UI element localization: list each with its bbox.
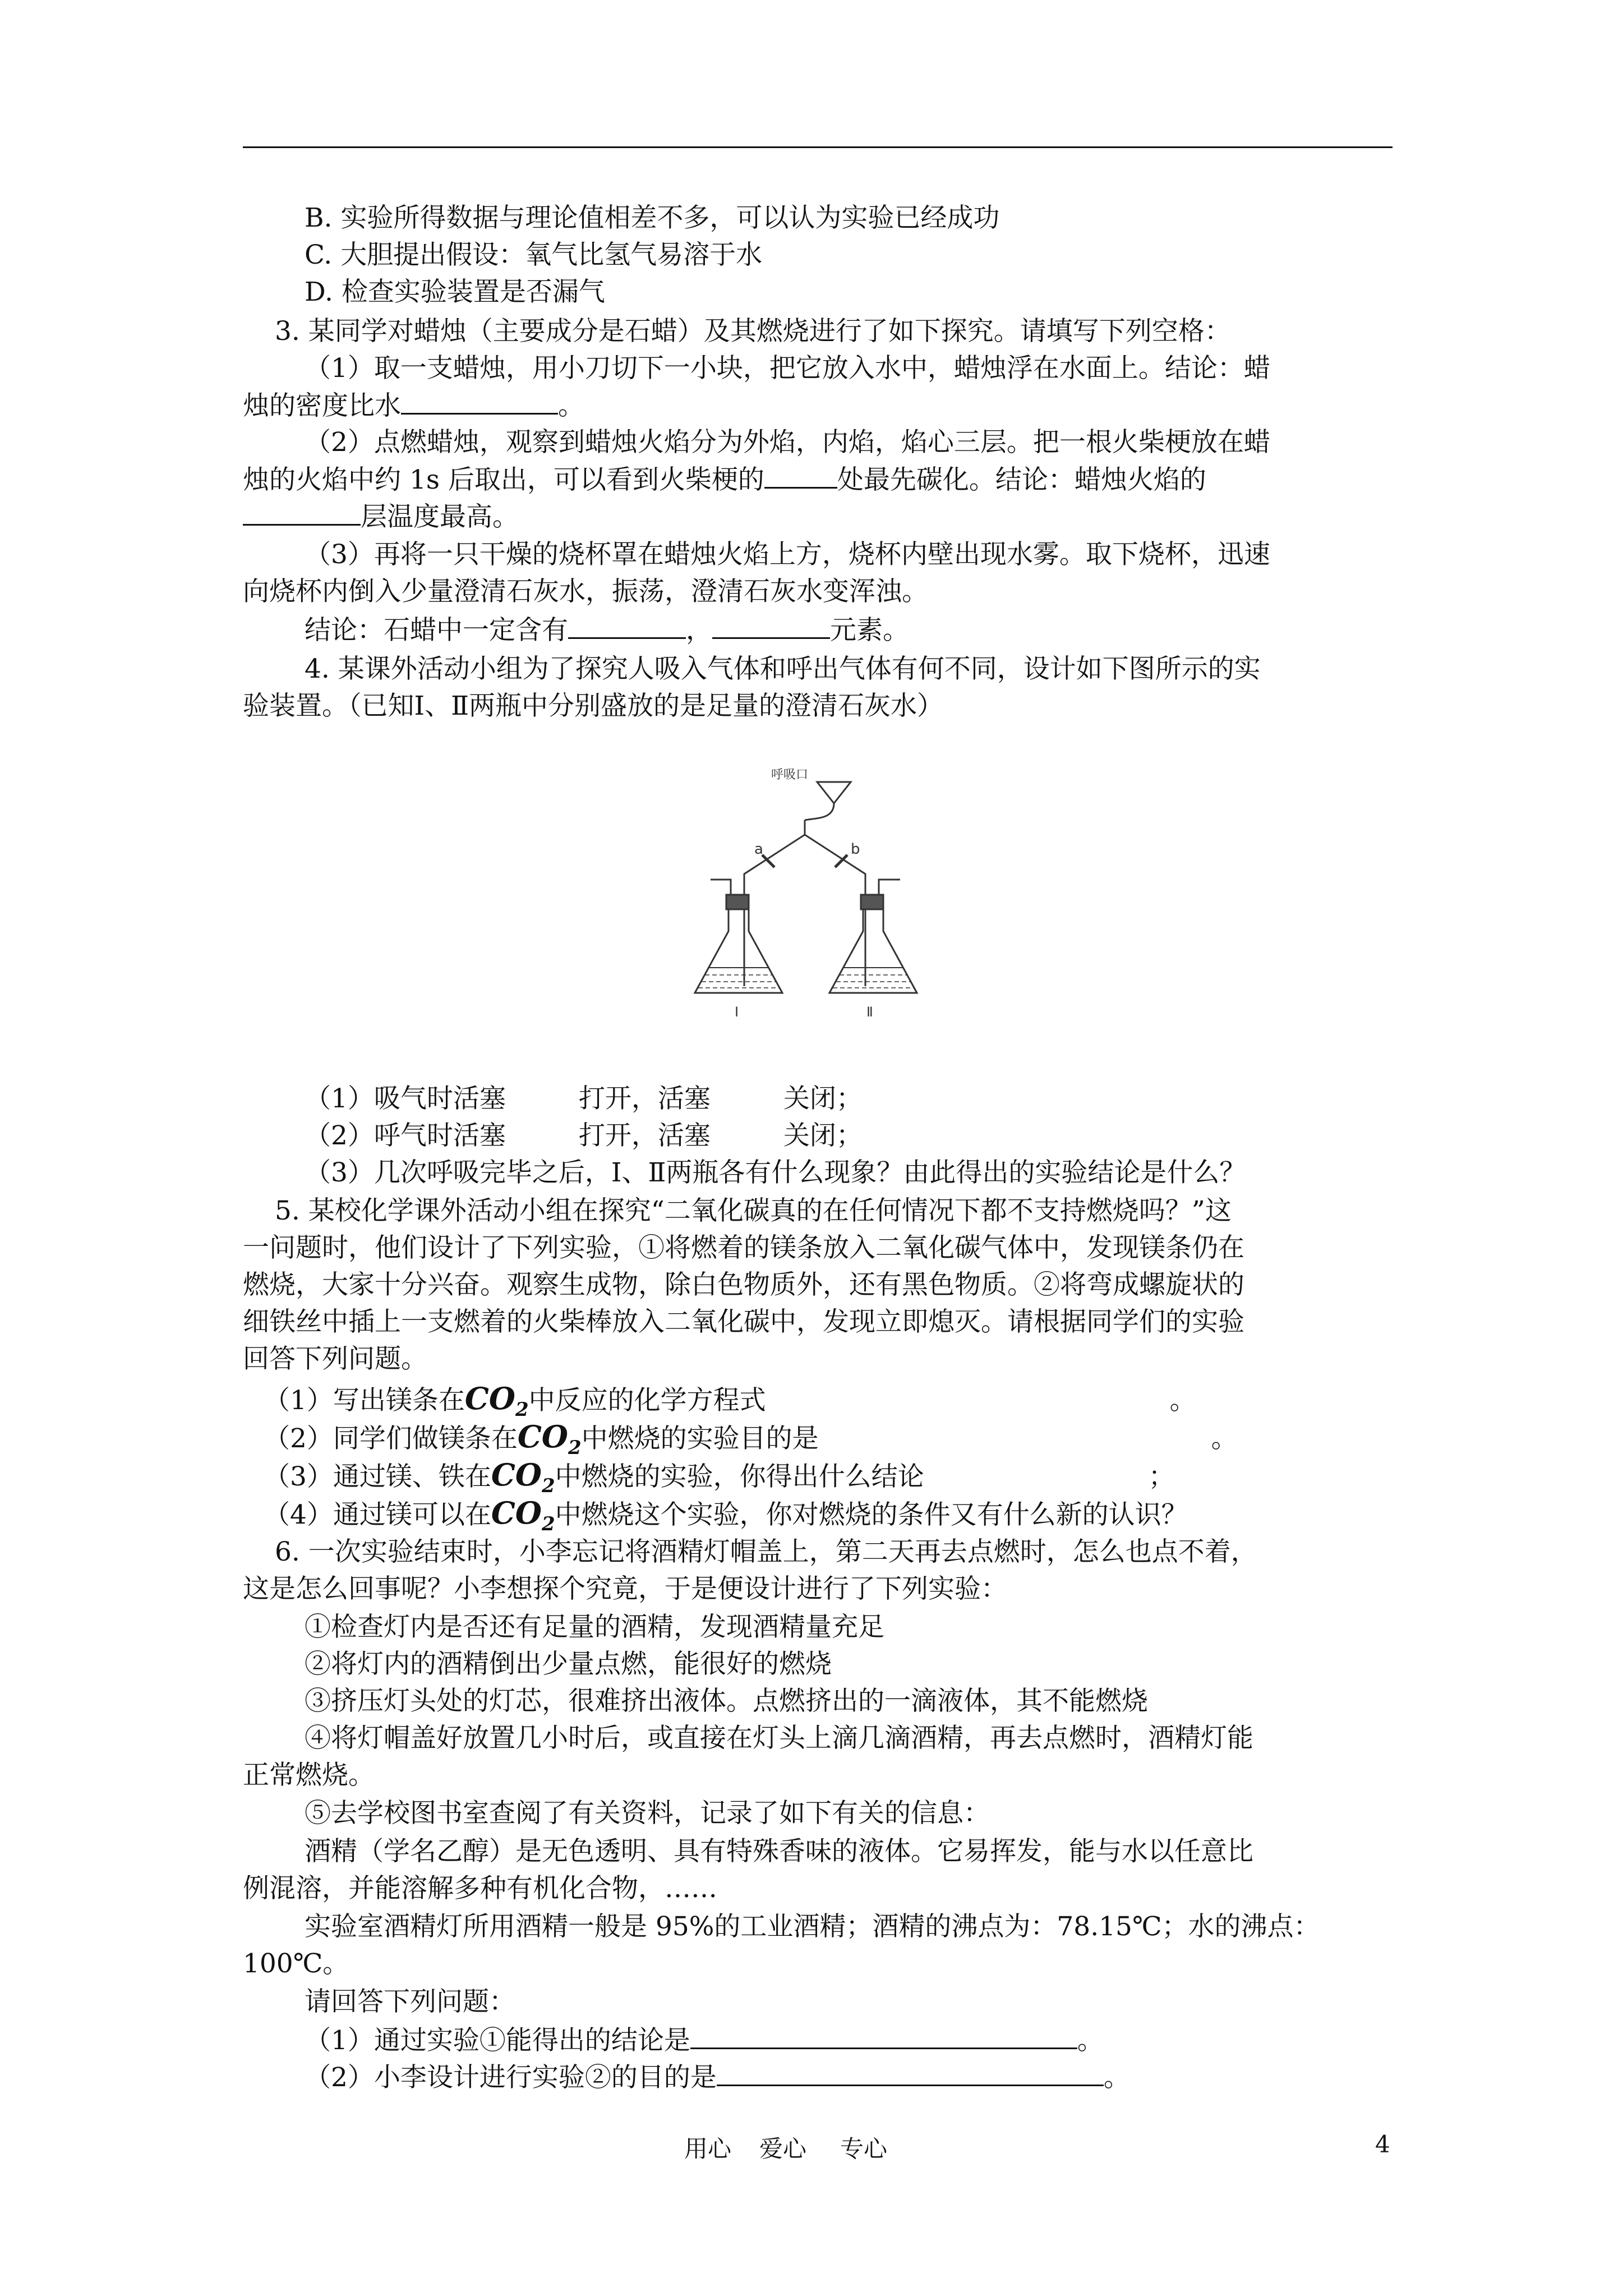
question-5-part4: （4）通过镁可以在$CO_2$中燃烧这个实验，你对燃烧的条件又有什么新的认识？ [264,1495,1188,1535]
question-3-part3-line2: 向烧杯内倒入少量澄清石灰水，振荡，澄清石灰水变浑浊。 [243,576,928,607]
flask-i [695,909,782,993]
right-stopper [861,895,883,909]
answer-blank[interactable] [717,2060,1104,2086]
question-3-part2-line2: 烛的火焰中约 1s 后取出，可以看到火柴梗的 处最先碳化。结论：蜡烛火焰的 [243,462,1206,498]
question-4-stem-line2: 验装置。（已知Ⅰ、Ⅱ两瓶中分别盛放的是足量的澄清石灰水） [243,691,944,721]
question-3-part1-line2: 烛的密度比水 。 [243,388,584,424]
experiment-2: ②将灯内的酒精倒出少量点燃，能很好的燃烧 [305,1649,832,1680]
question-4-stem-line1: 4. 某课外活动小组为了探究人吸入气体和呼出气体有何不同，设计如下图所示的实 [305,654,1261,684]
question-5-line2: 一问题时，他们设计了下列实验，①将燃着的镁条放入二氧化碳气体中，发现镁条仍在 [243,1232,1244,1263]
question-5-line4: 细铁丝中插上一支燃着的火柴棒放入二氧化碳中，发现立即熄灭。请根据同学们的实验 [243,1306,1244,1337]
experiment-5: ⑤去学校图书室查阅了有关资料，记录了如下有关的信息： [305,1798,990,1829]
info-1-line1: 酒精（学名乙醇）是无色透明、具有特殊香味的液体。它易挥发，能与水以任意比 [305,1836,1253,1867]
experiment-3: ③挤压灯头处的灯芯，很难挤出液体。点燃挤出的一滴液体，其不能燃烧 [305,1686,1148,1717]
footer-motto: 用心 爱心 专心 [684,2135,888,2162]
question-4-part3: （3）几次呼吸完毕之后，Ⅰ、Ⅱ两瓶各有什么现象？由此得出的实验结论是什么？ [305,1157,1246,1188]
mouthpiece-label: 呼吸口 [771,768,809,782]
bottle-ii-label: Ⅱ [866,1004,873,1020]
question-6-prompt: 请回答下列问题： [305,1986,515,2017]
info-2-line2: 100℃。 [243,1948,349,1979]
page-number: 4 [1375,2131,1390,2158]
question-4-part2: （2）呼气时活塞 打开，活塞 关闭； [305,1120,863,1151]
flask-ii [829,909,917,993]
co2-formula: $CO_2$ [491,1495,555,1535]
experiment-4-line2: 正常燃烧。 [243,1760,375,1791]
answer-blank[interactable] [690,2023,1077,2049]
question-3-conclusion: 结论：石蜡中一定含有 ， 元素。 [305,613,909,648]
option-b: B. 实验所得数据与理论值相差不多，可以认为实验已经成功 [305,203,1000,233]
info-2-line1: 实验室酒精灯所用酒精一般是 95%的工业酒精；酒精的沸点为：78.15℃；水的沸点： [305,1911,1320,1942]
question-3-part2-line3: 层温度最高。 [243,499,519,535]
right-outlet-tube [879,880,900,895]
answer-blank[interactable] [243,499,361,526]
question-3-part2-line1: （2）点燃蜡烛，观察到蜡烛火焰分为外焰，内焰，焰心三层。把一根火柴梗放在蜡 [305,427,1270,458]
left-branch-tube [744,835,805,895]
co2-formula: $CO_2$ [464,1381,529,1421]
question-5-line3: 燃烧，大家十分兴奋。观察生成物，除白色物质外，还有黑色物质。②将弯成螺旋状的 [243,1269,1244,1300]
answer-blank[interactable] [712,613,830,639]
question-5-part1: （1）写出镁条在$CO_2$中反应的化学方程式 。 [264,1381,1196,1421]
question-6-part2: （2）小李设计进行实验②的目的是 。 [305,2060,1130,2095]
answer-blank[interactable] [401,388,558,415]
question-4-part1: （1）吸气时活塞 打开，活塞 关闭； [305,1083,863,1114]
header-rule [243,146,1393,148]
question-5-line1: 5. 某校化学课外活动小组在探究“二氧化碳真的在任何情况下都不支持燃烧吗？”这 [275,1195,1232,1226]
question-5-part3: （3）通过镁、铁在$CO_2$中燃烧的实验，你得出什么结论 ； [264,1457,1175,1497]
bottle-i-label: Ⅰ [735,1004,739,1020]
info-1-line2: 例混溶，并能溶解多种有机化合物，…… [243,1873,717,1904]
question-3-part1-line1: （1）取一支蜡烛，用小刀切下一小块，把它放入水中，蜡烛浮在水面上。结论：蜡 [305,353,1270,384]
question-3-part3-line1: （3）再将一只干燥的烧杯罩在蜡烛火焰上方，烧杯内壁出现水雾。取下烧杯，迅速 [305,539,1270,570]
question-3-stem: 3. 某同学对蜡烛（主要成分是石蜡）及其燃烧进行了如下探究。请填写下列空格： [275,316,1231,347]
left-stopper [726,895,749,909]
question-6-line1: 6. 一次实验结束时，小李忘记将酒精灯帽盖上，第二天再去点燃时，怎么也点不着， [275,1536,1257,1567]
option-d: D. 检查实验装置是否漏气 [305,277,605,307]
mouthpiece-tube [805,803,834,820]
question-5-part2: （2）同学们做镁条在$CO_2$中燃烧的实验目的是 。 [264,1419,1238,1459]
experiment-1: ①检查灯内是否还有足量的酒精，发现酒精量充足 [305,1612,884,1642]
co2-formula: $CO_2$ [491,1457,555,1497]
question-6-line2: 这是怎么回事呢？小李想探个究竟，于是便设计进行了下列实验： [243,1573,1007,1604]
option-c: C. 大胆提出假设：氧气比氢气易溶于水 [305,240,763,270]
co2-formula: $CO_2$ [517,1419,582,1459]
question-5-line5: 回答下列问题。 [243,1343,427,1374]
mouthpiece-funnel [817,782,851,803]
valve-b-label: b [851,841,860,858]
answer-blank[interactable] [764,462,837,489]
answer-blank[interactable] [568,613,686,639]
experiment-4-line1: ④将灯帽盖好放置几小时后，或直接在灯头上滴几滴酒精，再去点燃时，酒精灯能 [305,1723,1253,1754]
question-6-part1: （1）通过实验①能得出的结论是 。 [305,2023,1104,2058]
left-outlet-tube [711,880,731,895]
apparatus-figure [687,752,928,1021]
valve-a-label: a [754,841,763,858]
